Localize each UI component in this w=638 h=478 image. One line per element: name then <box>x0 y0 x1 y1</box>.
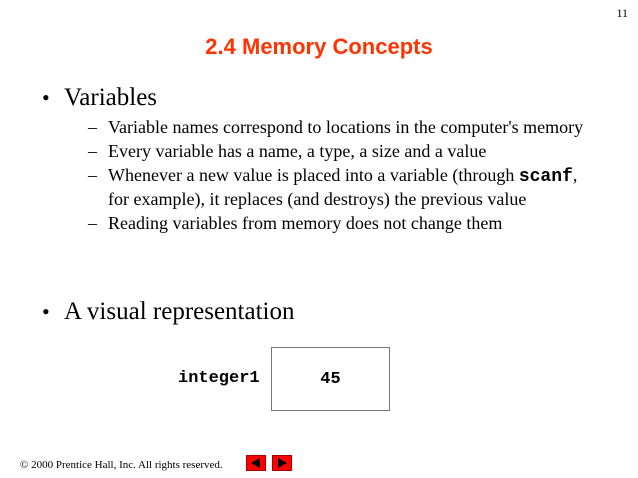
dash-marker: – <box>88 165 97 185</box>
bullet-label: Variables <box>64 84 158 111</box>
dash-marker: – <box>88 141 97 161</box>
code-scanf: scanf <box>518 167 573 187</box>
copyright-text: 2000 Prentice Hall, Inc. All rights reserved. <box>31 459 223 471</box>
sub-item-attributes <box>88 140 588 162</box>
sub-item-destroys <box>88 164 588 210</box>
sub-item-text-before: Whenever a new value is placed into a variable (through <box>108 165 519 185</box>
bullet-marker: • <box>42 299 50 324</box>
previous-slide-button[interactable] <box>246 455 266 471</box>
next-slide-button[interactable] <box>272 455 292 471</box>
slide-title: 2.4 Memory Concepts <box>205 34 433 59</box>
slide-number: 11 <box>616 6 628 20</box>
copyright-symbol: © <box>20 459 29 471</box>
bullet-label: A visual representation <box>64 298 295 325</box>
bullet-visual-representation <box>42 298 295 326</box>
sub-item-reading <box>88 212 588 234</box>
sub-item-text <box>108 164 588 210</box>
copyright-footer <box>20 459 223 471</box>
left-triangle-icon <box>250 458 262 468</box>
variable-name-label: integer1 <box>178 369 260 388</box>
sub-item-text: Every variable has a name, a type, a size and a value <box>108 141 487 161</box>
memory-cell-value: 45 <box>320 369 341 389</box>
sub-item-text: Variable names correspond to locations in the computer's memory <box>108 117 584 137</box>
variables-sub-list <box>88 116 588 236</box>
sub-item-locations <box>88 116 588 138</box>
bullet-marker: • <box>42 85 50 110</box>
memory-cell-box <box>271 347 390 411</box>
dash-marker: – <box>88 213 97 233</box>
sub-item-text: Reading variables from memory does not change them <box>108 213 503 233</box>
dash-marker: – <box>88 117 97 137</box>
bullet-variables <box>42 84 157 112</box>
right-triangle-icon <box>276 458 288 468</box>
sub-item-text-after: , for example), it replaces (and destroys) the previous value <box>108 165 578 209</box>
